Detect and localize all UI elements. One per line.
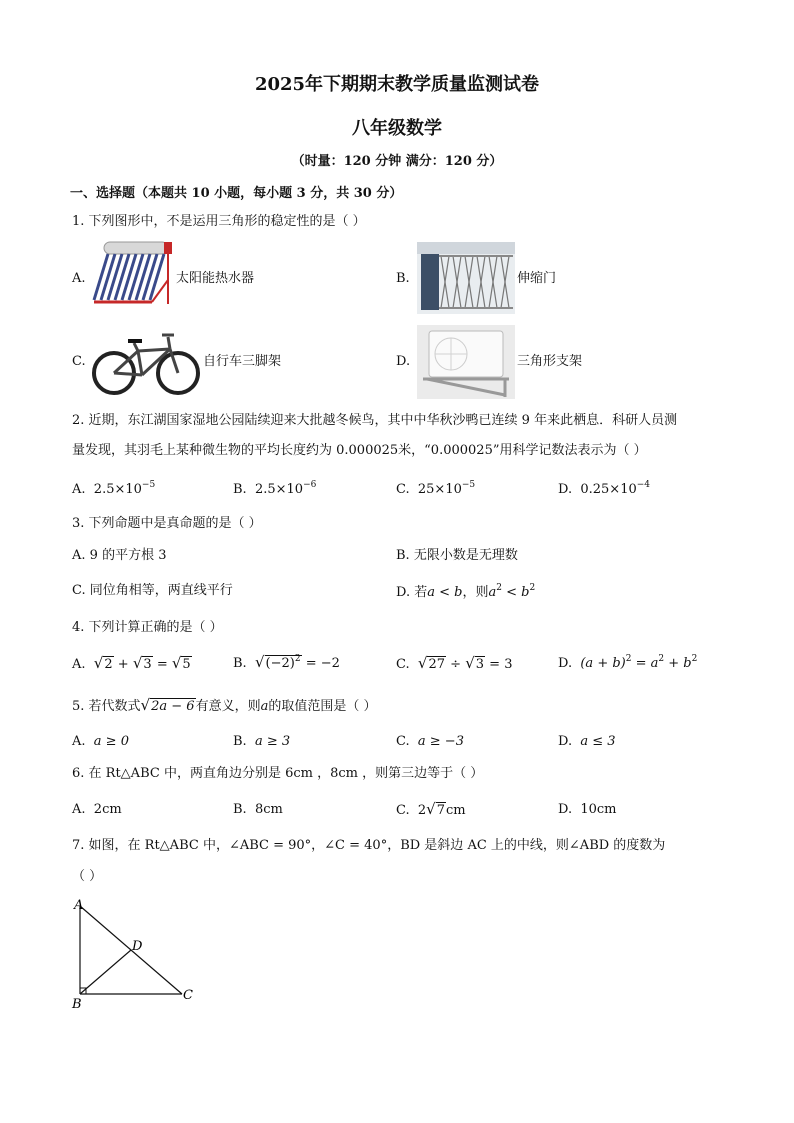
option-text: 若: [414, 585, 428, 600]
q6-option-c: [396, 802, 466, 817]
median-bd: [80, 950, 131, 994]
option-letter: D.: [558, 656, 573, 671]
option-letter: B.: [233, 802, 247, 817]
q4-stem: 4. 下列计算正确的是（ ）: [72, 620, 223, 635]
q5-option-b: [233, 735, 290, 748]
option-letter: D.: [396, 585, 411, 600]
option-base: 0.25×10: [580, 482, 637, 497]
option-text: 9 的平方根 3: [89, 548, 167, 563]
option-letter: B.: [233, 656, 247, 671]
solar-water-heater-image: [90, 240, 176, 310]
exam-title: 2025年下期期末教学质量监测试卷: [254, 74, 540, 95]
option-text: a ≤ 3: [580, 734, 616, 749]
option-base: 25×10: [417, 482, 462, 497]
radicand: 5: [182, 657, 191, 672]
option-letter: B.: [396, 548, 410, 563]
q2-option-d: [558, 481, 650, 496]
q5-stem: [72, 698, 376, 713]
exponent: 2: [294, 654, 301, 664]
option-letter: D.: [558, 802, 573, 817]
option-then: ，则: [462, 585, 489, 600]
radicand: 27: [428, 657, 445, 672]
radical-sign: √: [254, 653, 265, 671]
q1-option-d-letter: D.: [396, 354, 411, 369]
option-letter: A.: [72, 482, 86, 497]
q3-stem: 3. 下列命题中是真命题的是（ ）: [72, 516, 262, 531]
radical-sign: √: [132, 654, 143, 672]
radical-sign: √: [417, 654, 428, 672]
option-exponent: −6: [303, 480, 317, 490]
radicand: [265, 655, 302, 671]
q5-stem-pre: 5. 若代数式: [72, 699, 141, 714]
q2-option-b: [233, 481, 316, 496]
q4-option-d: [558, 655, 697, 670]
bicycle-image: [90, 325, 202, 397]
option-text: 同位角相等，两直线平行: [89, 583, 233, 598]
exam-subject: 八年级数学: [352, 118, 442, 139]
triangle-figure: [66, 896, 206, 1016]
radicand: 7: [436, 803, 446, 818]
option-text: 2cm: [93, 802, 122, 817]
q1-option-a-letter: A.: [72, 271, 86, 286]
option-letter: A.: [72, 734, 86, 749]
option-letter: C.: [396, 657, 410, 672]
radicand: 3: [143, 657, 152, 672]
q5-var: a: [260, 699, 269, 714]
q1-option-a-label: 太阳能热水器: [176, 271, 255, 286]
q7-stem-line2: （ ）: [72, 869, 103, 884]
radical-sign: √: [140, 696, 151, 714]
option-letter: C.: [396, 482, 410, 497]
q1-option-b-label: 伸缩门: [517, 271, 557, 286]
exponent: 2: [625, 654, 632, 664]
q4-option-a: [72, 656, 192, 671]
q6-option-b: [233, 803, 283, 816]
option-letter: D.: [558, 482, 573, 497]
expr-a: a: [488, 585, 497, 600]
q2-option-c: [396, 481, 475, 496]
radical-sign: √: [93, 654, 104, 672]
q1-stem: 1. 下列图形中，不是运用三角形的稳定性的是（ ）: [72, 214, 366, 229]
exponent: 2: [496, 583, 502, 593]
q5-option-d: [558, 735, 616, 748]
q4-option-b: [233, 655, 340, 670]
option-letter: D.: [558, 734, 573, 749]
radical-sign: √: [426, 800, 436, 818]
option-letter: A.: [72, 657, 86, 672]
q2-stem-line1: 2. 近期，东江湖国家湿地公园陆续迎来大批越冬候鸟，其中中华秋沙鸭已连续 9 年来此栖息．科研人员测: [72, 413, 678, 428]
option-text: 无限小数是无理数: [413, 548, 518, 563]
label-b: B: [72, 997, 82, 1012]
option-text: a ≥ 3: [254, 734, 291, 749]
result: = −2: [305, 656, 340, 671]
q3-option-d: [396, 584, 535, 599]
option-letter: B.: [233, 482, 247, 497]
q1-option-d-label: 三角形支架: [517, 354, 583, 369]
exponent: 2: [658, 654, 665, 664]
radical-sign: √: [171, 654, 182, 672]
option-text: a ≥ −3: [417, 734, 464, 749]
radicand: 2a − 6: [151, 699, 195, 714]
q3-option-b: [396, 549, 518, 562]
q1-option-c-letter: C.: [72, 354, 86, 369]
operator: +: [117, 657, 129, 672]
radicand-inner: (−2): [265, 656, 295, 671]
radicand: 3: [475, 657, 485, 672]
label-a: A: [74, 898, 84, 913]
option-letter: C.: [72, 583, 86, 598]
q5-option-a: [72, 735, 129, 748]
exam-meta: （时量：120 分钟 满分：120 分）: [291, 154, 503, 169]
rhs-a: = a: [635, 656, 659, 671]
q1-option-b-letter: B.: [396, 271, 410, 286]
q4-option-c: [396, 656, 512, 671]
q6-option-d: [558, 803, 617, 816]
q2-stem-line2: 量发现，其羽毛上某种微生物的平均长度约为 0.000025米，“0.000025”用科学记数法表示为（ ）: [72, 443, 647, 458]
q3-option-c: [72, 584, 233, 597]
option-exponent: −5: [141, 480, 156, 490]
q3-option-a: [72, 549, 166, 562]
option-letter: C.: [396, 803, 410, 818]
option-text: 8cm: [254, 802, 283, 817]
unit: cm: [446, 803, 466, 818]
option-base: 2.5×10: [254, 482, 304, 497]
q5-option-c: [396, 735, 464, 748]
label-d: D: [132, 939, 143, 954]
option-letter: A.: [72, 548, 86, 563]
q7-stem-line1: 7. 如图，在 Rt△ABC 中，∠ABC = 90°，∠C = 40°，BD 是斜边 AC 上的中线，则∠ABD 的度数为: [72, 838, 666, 853]
label-c: C: [183, 988, 193, 1003]
lhs: (a + b): [580, 656, 626, 671]
result: = 3: [489, 657, 513, 672]
option-letter: C.: [396, 734, 410, 749]
option-exponent: −4: [636, 480, 651, 490]
section-heading: 一、选择题（本题共 10 小题，每小题 3 分，共 30 分）: [70, 186, 403, 201]
option-text: 2: [417, 803, 427, 818]
q2-option-a: [72, 481, 155, 496]
option-letter: B.: [233, 734, 247, 749]
option-condition: a < b: [427, 585, 463, 600]
exponent: 2: [691, 654, 698, 664]
option-letter: A.: [72, 802, 86, 817]
radicand: 2: [104, 657, 113, 672]
q5-stem-mid: 有意义，则: [195, 699, 261, 714]
q1-option-c-label: 自行车三脚架: [203, 354, 282, 369]
option-text: 10cm: [580, 802, 617, 817]
triangle-bracket-image: [417, 325, 515, 399]
retractable-gate-image: [417, 242, 515, 314]
q6-stem: 6. 在 Rt△ABC 中，两直角边分别是 6cm ，8cm ，则第三边等于（ ）: [72, 766, 484, 781]
rhs-b: + b: [668, 656, 692, 671]
operator: ÷: [450, 657, 462, 672]
exponent: 2: [529, 583, 536, 593]
expr-b: < b: [506, 585, 530, 600]
option-text: a ≥ 0: [93, 734, 129, 749]
q5-stem-post: 的取值范围是（ ）: [268, 699, 377, 714]
radical-sign: √: [465, 654, 475, 672]
option-base: 2.5×10: [93, 482, 142, 497]
operator: =: [156, 657, 168, 672]
option-exponent: −5: [461, 480, 476, 490]
q6-option-a: [72, 803, 122, 816]
